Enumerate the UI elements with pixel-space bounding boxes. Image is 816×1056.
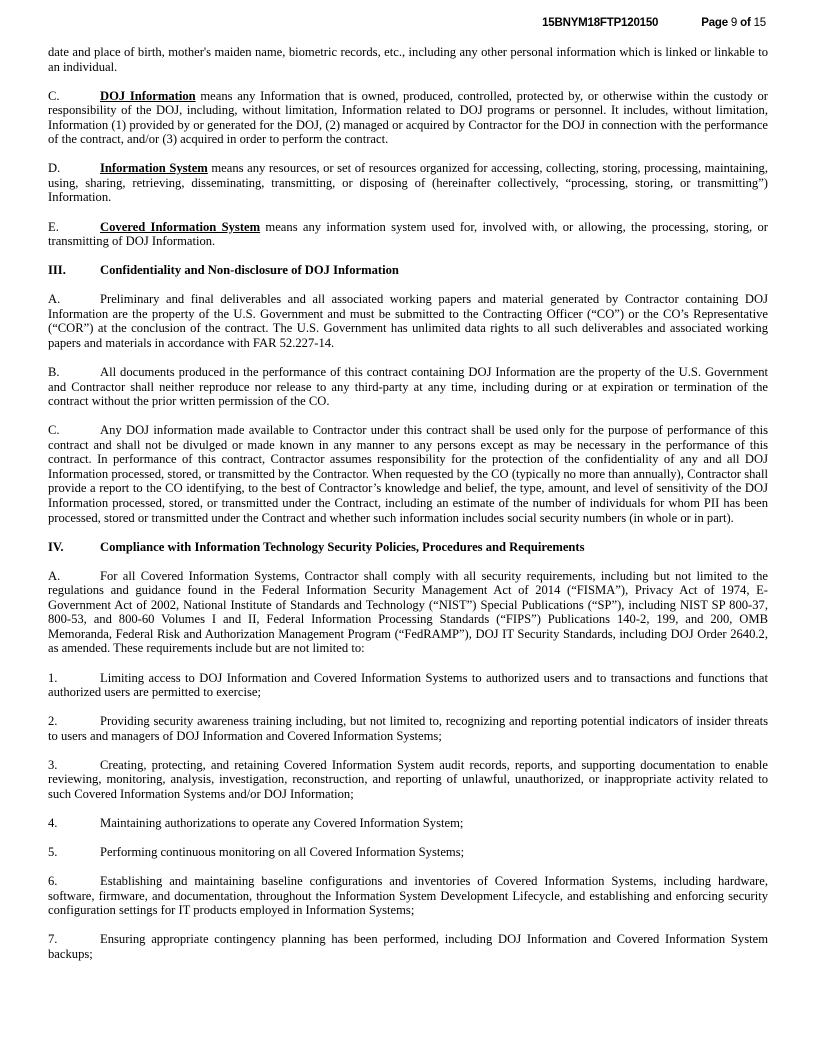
definition-e: [48, 220, 768, 249]
list-text: Creating, protecting, and retaining Covered Information System audit records, reports, and supporting documentation to enable reviewing, monitoring, analysis, investigation, reconstruction, and reporting of unlawful, unauthorized, or inappropriate activity related to such Covered Information Systems and/or DOJ Information;: [48, 757, 768, 801]
of-word: of: [740, 17, 751, 29]
list-item: [48, 845, 768, 860]
list-number: 5.: [48, 845, 58, 860]
document-id: 15BNYM18FTP120150: [542, 17, 659, 29]
list-text: Performing continuous monitoring on all Covered Information Systems;: [100, 845, 465, 860]
list-text: Limiting access to DOJ Information and Covered Information Systems to authorized users and to transactions and functions that authorized users are permitted to exercise;: [48, 670, 768, 700]
list-number: 6.: [48, 874, 58, 889]
page-number: 9: [730, 17, 738, 29]
list-item: [48, 714, 768, 743]
paragraph-text: Preliminary and final deliverables and all associated working papers and material generated by Contractor containing DOJ Information are the property of the U.S. Government and must be submitted to the Contracting Officer (“CO”) or the CO’s Representative (“COR”) at the conclusion of the contract. The U.S. Government has unlimited data rights to all such deliverables and associated working papers and materials in accordance with FAR 52.227-14.: [48, 292, 768, 350]
definition-d: [48, 161, 768, 205]
list-number: 2.: [48, 714, 58, 729]
list-item: [48, 932, 768, 961]
section-number: IV.: [48, 539, 64, 554]
paragraph-text: For all Covered Information Systems, Contractor shall comply with all security requirements, including but not limited to the regulations and guidance found in the Federal Information Security Management Act of 2014 (“FISMA”), Privacy Act of 1974, E-Government Act of 2002, National Institute of Standards and Technology (“NIST”) Special Publications (“SP”), including NIST SP 800-37, 800-53, and 800-60 Volumes I and II, Federal Information Processing Standards (“FIPS”) Publications 140-2, 199, and 200, OMB Memoranda, Federal Risk and Authorization Management Program (“FedRAMP”), DOJ IT Security Standards, including DOJ Order 2640.2, as amended. These requirements include but are not limited to:: [48, 568, 768, 656]
paragraph-text: All documents produced in the performance of this contract containing DOJ Information are the property of the U.S. Government and Contractor shall neither reproduce nor release to any third-party at any time, including during or at expiration or termination of the contract without the prior written permission of the CO.: [48, 365, 768, 409]
definition-text: means any Information that is owned, produced, controlled, protected by, or otherwise within the custody or responsibility of the DOJ, including, without limitation, Information related to DOJ programs or personnel. It includes, without limitation, Information (1) provided by or generated for the DOJ, (2) managed or acquired by Contractor for the DOJ in connection with the performance of the contract, and/or (3) acquired in order to perform the contract.: [48, 88, 768, 147]
page-header: [542, 17, 766, 29]
definition-text: means any information system used for, involved with, or allowing, the processing, storing, or transmitting of DOJ Information.: [48, 219, 768, 249]
list-text: Establishing and maintaining baseline configurations and inventories of Covered Information Systems, including hardware, software, firmware, and documentation, throughout the Information System Development Lifecycle, and establishing and enforcing security configuration settings for IT products employed in Information Systems;: [48, 874, 768, 918]
section-3-heading: [48, 263, 768, 278]
list-item: [48, 671, 768, 700]
list-item: [48, 816, 768, 831]
list-text: Maintaining authorizations to operate any Covered Information System;: [100, 815, 464, 830]
list-item: [48, 874, 768, 918]
page-total: 15: [753, 17, 766, 29]
list-number: 1.: [48, 670, 58, 685]
paragraph-label: C.: [48, 88, 60, 103]
section-3-paragraph: [48, 423, 768, 525]
intro-paragraph: date and place of birth, mother's maiden name, biometric records, etc., including any other personal information which is linked or linkable to an individual.: [48, 45, 768, 74]
section-4-heading: [48, 540, 768, 555]
section-number: III.: [48, 263, 66, 278]
paragraph-label: D.: [48, 161, 61, 176]
list-item: [48, 758, 768, 802]
list-text: Ensuring appropriate contingency planning has been performed, including DOJ Information and Covered Information System backups;: [48, 932, 768, 961]
paragraph-text: Any DOJ information made available to Contractor under this contract shall be used only for the purpose of performance of this contract and shall not be divulged or made known in any manner to any persons except as may be necessary in the performance of this contract. In performance of this contract, Contractor assumes responsibility for the protection of the confidentiality of any and all DOJ Information processed, stored, or transmitted by the Contractor. When requested by the CO (typically no more than annually), Contractor shall provide a report to the CO identifying, to the best of Contractor’s knowledge and belief, the type, amount, and level of sensitivity of the DOJ Information processed, stored, or transmitted under the Contract, including an estimate of the number of individuals for whom PII has been processed, stored or transmitted under the Contract and whether such information includes social security numbers (in whole or in part).: [48, 423, 768, 525]
defined-term: Information System: [100, 161, 208, 176]
section-4-paragraph: [48, 569, 768, 656]
defined-term: Covered Information System: [100, 219, 261, 234]
section-3-paragraph: [48, 292, 768, 350]
paragraph-label: E.: [48, 219, 59, 234]
list-number: 3.: [48, 757, 58, 772]
definition-text: means any resources, or set of resources organized for accessing, collecting, storing, processing, maintaining, using, sharing, retrieving, disseminating, transmitting, or disposing of (hereinafter collectively, “processing, storing, or transmitting”) Information.: [48, 161, 768, 205]
definition-c: [48, 89, 768, 147]
list-number: 4.: [48, 815, 58, 830]
list-text: Providing security awareness training including, but not limited to, recognizing and reporting potential indicators of insider threats to users and managers of DOJ Information and Covered Information Systems;: [48, 714, 768, 743]
page-word: Page: [701, 17, 728, 29]
section-title: Confidentiality and Non-disclosure of DOJ Information: [100, 263, 399, 278]
paragraph-label: A.: [48, 568, 61, 583]
paragraph-label: A.: [48, 292, 61, 307]
paragraph-label: C.: [48, 423, 60, 438]
section-title: Compliance with Information Technology Security Policies, Procedures and Requirements: [100, 539, 585, 554]
document-body: [48, 45, 768, 976]
list-number: 7.: [48, 932, 58, 947]
paragraph-label: B.: [48, 365, 60, 380]
defined-term: DOJ Information: [100, 88, 196, 103]
section-3-paragraph: [48, 365, 768, 409]
